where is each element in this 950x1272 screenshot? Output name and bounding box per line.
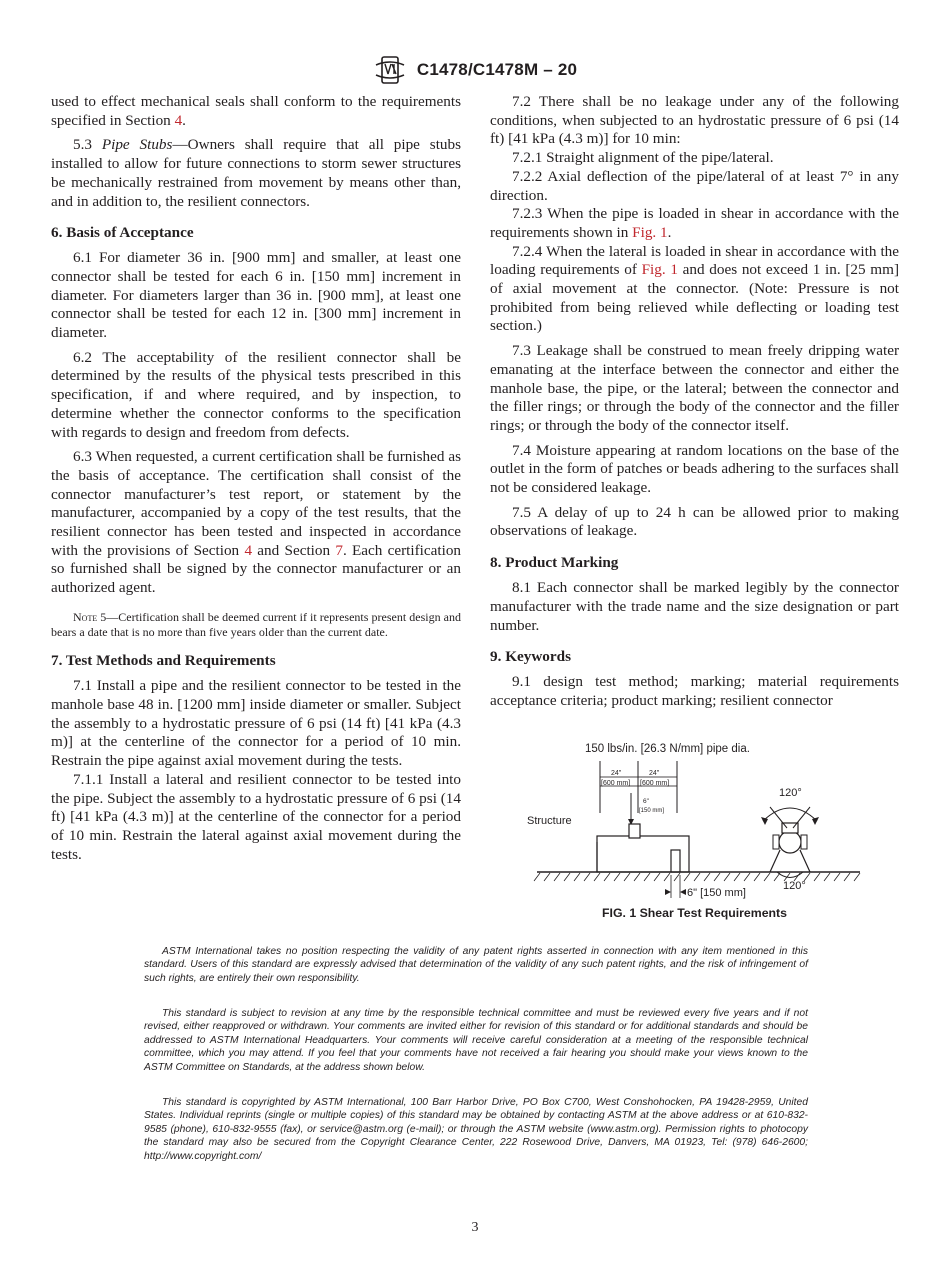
section-4-link[interactable]: 4	[244, 541, 253, 559]
svg-text:24": 24"	[611, 770, 622, 777]
page-header	[0, 55, 950, 85]
svg-text:[150 mm]: [150 mm]	[639, 808, 665, 814]
paragraph-7-2: 7.2 There shall be no leakage under any of the following conditions, when subjected to an hydrostatic pressure of 6 psi (14 ft) [41 kPa (4.3 m)] for 10 min:	[490, 93, 899, 148]
angle-top-label: 120°	[779, 787, 802, 799]
figure-caption: FIG. 1 Shear Test Requirements	[602, 906, 787, 920]
right-column	[490, 93, 899, 711]
left-column	[51, 93, 461, 864]
paragraph-7-1-1: 7.1.1 Install a lateral and resilient connector to be tested into the pipe. Subject the assembly to a hydrostatic pressure of 6 psi (14 ft) [41 kPa (4.3 m)] at the centerline of the connector for a period of 10 min. Restrain the lateral against axial movement during the tests.	[51, 770, 461, 863]
section-4-link[interactable]: 4	[174, 111, 183, 129]
paragraph-7-2-3: 7.2.3 When the pipe is loaded in shear in accordance with the requirements shown in Fig. 1.	[490, 205, 899, 241]
paragraph-7-3: 7.3 Leakage shall be construed to mean freely dripping water emanating at the interface between the connector and either the manhole base, the pipe, or the lateral; between the connector and the filler rings; or through the body of the connector and the filler rings; or through the body of the connector itself.	[490, 342, 899, 434]
paragraph-5-3: 5.3 Pipe Stubs—Owners shall require that all pipe stubs installed to allow for future connections to storm sewer structures be mechanically restrained from movement by means other than, and in addition to, the resilient connectors.	[51, 136, 462, 210]
section-8-heading: 8. Product Marking	[490, 554, 619, 572]
standard-designation: C1478/C1478M – 20	[416, 60, 578, 79]
paragraph-7-2-1: 7.2.1 Straight alignment of the pipe/lateral.	[512, 149, 774, 167]
paragraph-7-1: 7.1 Install a pipe and the resilient connector to be tested in the manhole base 48 in. [1200 mm] inside diameter or smaller. Subject the assembly to a hydrostatic pressure of 6 psi (14 ft) [41 kPa (4.3 m)] at the centerline of the connector for a period of 10 min. Restrain the pipe against axial movement during the tests.	[51, 677, 461, 770]
paragraph-5-2-continued: used to effect mechanical seals shall conform to the requirements specified in Section 4.	[51, 93, 461, 129]
bottom-dimension: 6" [150 mm]	[687, 887, 746, 899]
footer-patent-notice: ASTM International takes no position respecting the validity of any patent rights asserted in connection with any item mentioned in this standard. Users of this standard are expressly advised that determination of the validity of any such patent rights, and the risk of infringement of such rights, are entirely their own responsibility.	[144, 946, 808, 984]
section-7-heading: 7. Test Methods and Requirements	[51, 652, 276, 670]
fig-1-link[interactable]: Fig. 1	[632, 223, 668, 241]
load-label: 150 lbs/in. [26.3 N/mm] pipe dia.	[585, 743, 750, 755]
section-7-link[interactable]: 7	[335, 541, 343, 559]
svg-text:[600 mm]: [600 mm]	[640, 780, 670, 787]
astm-logo-icon	[373, 55, 407, 85]
page-number: 3	[471, 1220, 479, 1235]
section-6-heading: 6. Basis of Acceptance	[51, 224, 194, 242]
paragraph-6-1: 6.1 For diameter 36 in. [900 mm] and smaller, at least one connector shall be tested for each 6 in. [150 mm] increment in diameter. For diameters larger than 36 in. [900 mm], at least one connector shall be tested for each 12 in. [300 mm] increment in diameter.	[51, 249, 461, 342]
angle-bottom-label: 120°	[783, 880, 806, 892]
paragraph-8-1: 8.1 Each connector shall be marked legibly by the connector manufacturer with the trade name and the size designation or part number.	[490, 579, 899, 634]
note-5: Note 5—Certification shall be deemed current if it represents present design and bears a date that is no more than five years older than the current date.	[51, 609, 461, 639]
paragraph-7-5: 7.5 A delay of up to 24 h can be allowed prior to making observations of leakage.	[490, 503, 899, 540]
svg-text:6": 6"	[643, 798, 649, 805]
shear-test-figure	[515, 733, 895, 933]
structure-label: Structure	[527, 815, 572, 827]
paragraph-6-3: 6.3 When requested, a current certification shall be furnished as the basis of acceptance. The certification shall consist of the connector manufacturer’s test report, or statement by the manufacturer, accompanied by a copy of the test results, that the resilient connector has been tested and inspected in accordance with the provisions of Section 4 and Section 7. Each certification so furnished shall be signed by the connector manufacturer or an authorized agent.	[51, 448, 462, 597]
paragraph-7-2-4: 7.2.4 When the lateral is loaded in shear in accordance with the loading requirements of Fig. 1 and does not exceed 1 in. [25 mm] of axial movement at the connector. (Note: Pressure is not prohibited from being relieved while deflecting or loading test section.)	[490, 242, 899, 335]
footer-copyright-notice: This standard is copyrighted by ASTM International, 100 Barr Harbor Drive, PO Box C700, West Conshohocken, PA 19428-2959, United States. Individual reprints (single or multiple copies) of this standard may be obtained by contacting ASTM at the above address or at 610-832-9585 (phone), 610-832-9555 (fax), or service@astm.org (e-mail); or through the ASTM website (www.astm.org). Permission rights to photocopy the standard may also be secured from the Copyright Clearance Center, 222 Rosewood Drive, Danvers, MA 01923, Tel: (978) 646-2600; http://www.copyright.com/	[144, 1097, 808, 1162]
paragraph-7-2-2: 7.2.2 Axial deflection of the pipe/lateral of at least 7° in any direction.	[490, 167, 899, 204]
paragraph-7-4: 7.4 Moisture appearing at random locations on the base of the outlet in the form of patches or beads adhering to the surfaces shall not be considered leakage.	[490, 441, 899, 497]
svg-text:[600 mm]: [600 mm]	[601, 780, 631, 787]
section-9-heading: 9. Keywords	[490, 648, 571, 666]
footer-revision-notice: This standard is subject to revision at any time by the responsible technical committee and must be reviewed every five years and if not revised, either reapproved or withdrawn. Your comments are invited either for revision of this standard or for additional standards and should be addressed to ASTM International Headquarters. Your comments will receive careful consideration at a meeting of the responsible technical committee, which you may attend. If you feel that your comments have not received a fair hearing you should make your views known to the ASTM Committee on Standards, at the address shown below.	[144, 1008, 808, 1073]
fig-1-link[interactable]: Fig. 1	[641, 261, 678, 279]
paragraph-6-2: 6.2 The acceptability of the resilient connector shall be determined by the results of the physical tests prescribed in this specification, if and where required, and by inspection, to determine whether the connector conforms to the specification with regards to design and freedom from defects.	[51, 348, 461, 441]
paragraph-9-1: 9.1 design test method; marking; material requirements acceptance criteria; product marking; resilient connector	[490, 673, 899, 709]
svg-text:24": 24"	[649, 770, 660, 777]
